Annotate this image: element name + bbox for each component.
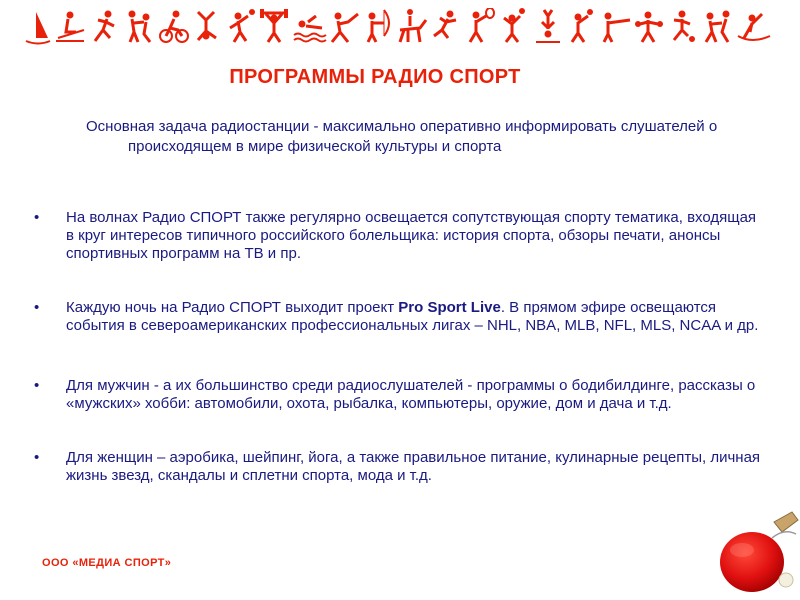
bullet-item-pro-sport-live — [32, 299, 762, 335]
sailing-icon — [26, 12, 50, 44]
basketball-icon — [572, 9, 593, 42]
gymnastics-icon — [198, 12, 216, 40]
slide-title: ПРОГРАММЫ РАДИО СПОРТ — [229, 66, 521, 88]
table-tennis-paddle-icon — [712, 508, 800, 600]
weightlifting-icon — [260, 9, 288, 42]
running-icon — [95, 11, 114, 42]
equestrian-icon — [400, 9, 426, 42]
football-icon — [674, 11, 695, 43]
bullet-list — [32, 209, 762, 485]
shooting-icon — [604, 13, 630, 43]
footer-company: ООО «МЕДИА СПОРТ» — [42, 557, 172, 569]
fencing-icon — [332, 13, 358, 43]
handball-icon — [230, 9, 255, 42]
bullet-text-before: Каждую ночь на Радио СПОРТ выходит проект — [66, 299, 399, 316]
cycling-icon — [160, 11, 188, 43]
bullet-text: Для женщин – аэробика, шейпинг, йога, а также правильное питание, кулинарные рецепты, личная жизнь звезд, скандалы и сплетни спорта, мода и т.д. — [66, 449, 761, 484]
diving-icon — [536, 10, 560, 42]
sport-pictogram-strip — [20, 8, 780, 48]
canoe-icon — [738, 14, 770, 40]
athletics-icon — [434, 11, 456, 39]
bullet-text-after: . В прямом эфире освещаются события в североамериканских профессиональных лигах – NHL, NBA, MLB, NFL, MLS, NCAA и др. — [66, 299, 759, 334]
volleyball-icon — [504, 8, 525, 42]
wrestling-icon — [706, 11, 730, 43]
program-name: Pro Sport Live — [398, 299, 501, 316]
judo-icon — [129, 11, 151, 43]
bullet-item-history — [32, 209, 762, 263]
rowing-icon — [56, 12, 84, 42]
bullet-text: Для мужчин - а их большинство среди радиослушателей - программы о бодибилдинге, рассказы о «мужских» хобби: автомобили, охота, рыбалка, компьютеры, оружие, дом и дача и т.д. — [66, 377, 756, 412]
bullet-item-women — [32, 449, 762, 485]
boxing-icon — [635, 12, 663, 43]
archery-icon — [368, 10, 389, 42]
bullet-item-men — [32, 377, 762, 413]
tennis-icon — [470, 8, 494, 42]
swimming-icon — [294, 16, 326, 42]
bullet-text: На волнах Радио СПОРТ также регулярно освещается сопутствующая спорту тематика, входящая в круг интересов типичного российского болельщика: история спорта, обзоры печати, анонсы спортивных программ на ТВ и пр. — [66, 209, 757, 262]
slide-subtitle: Основная задача радиостанции - максимально оперативно информировать слушателей о происходящем в мире физической культуры и спорта — [86, 118, 718, 155]
